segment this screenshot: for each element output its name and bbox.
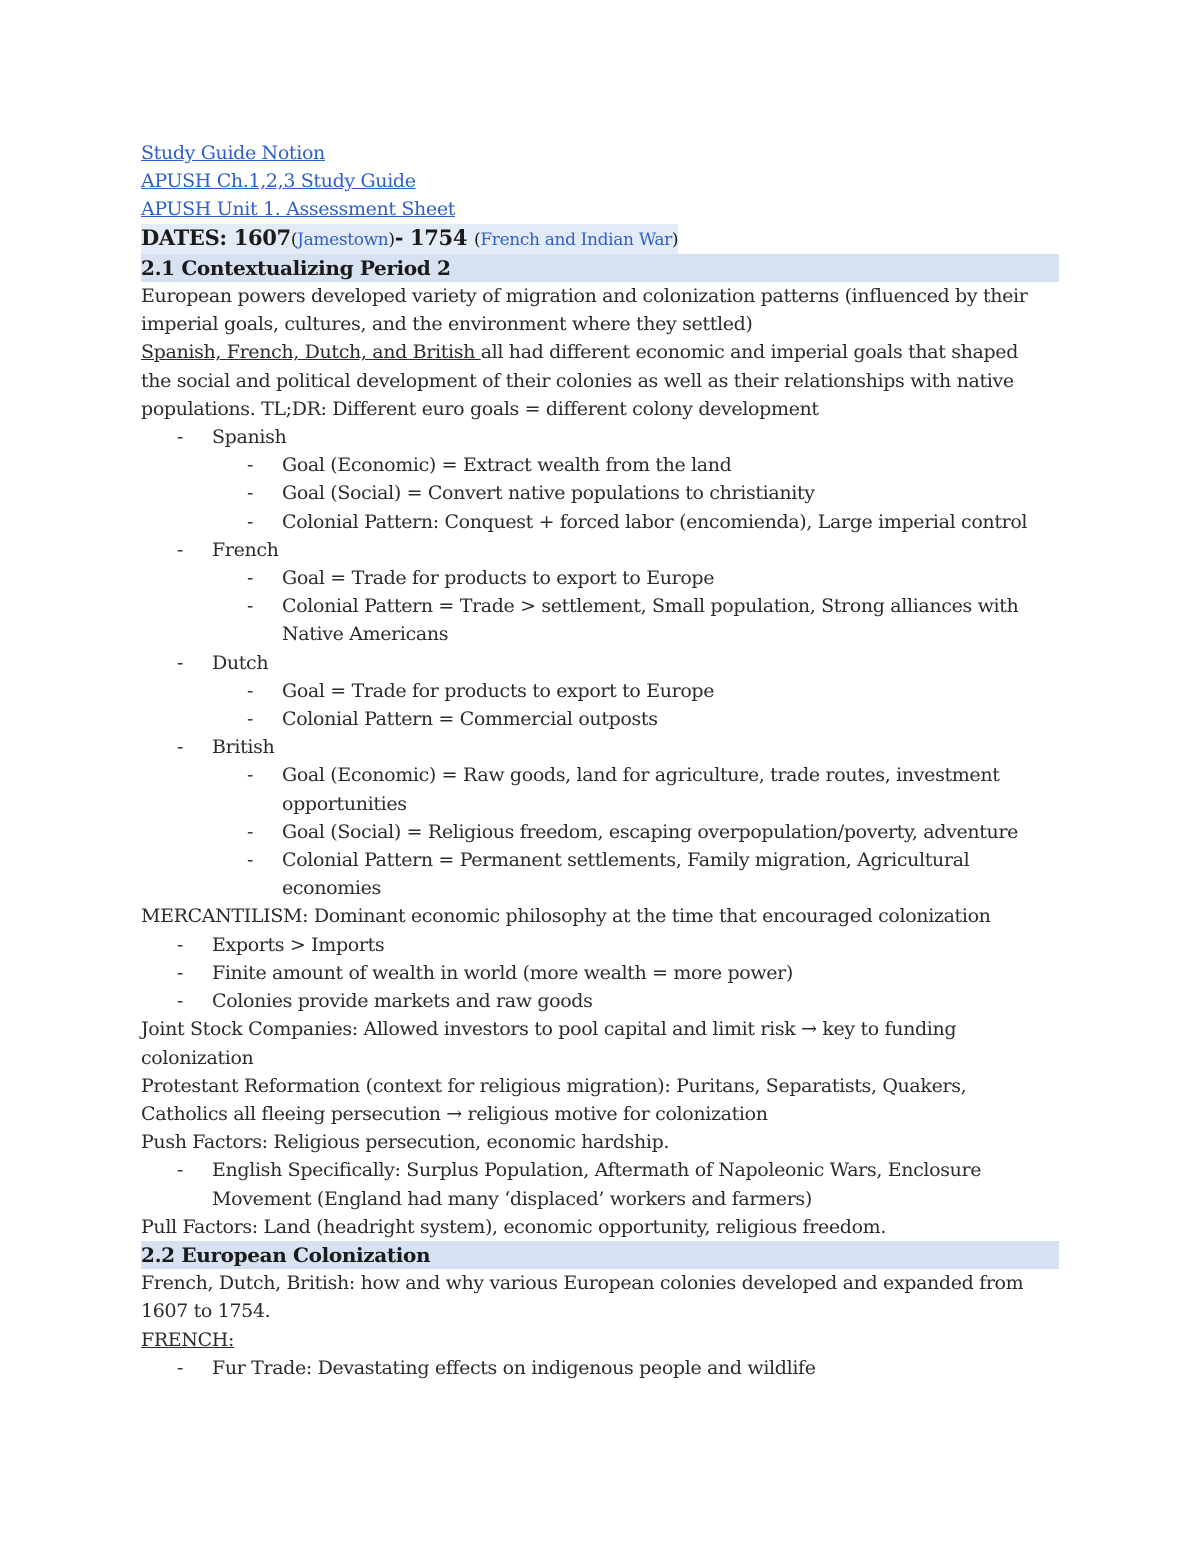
dash-bullet: - (177, 990, 184, 1013)
list-item-spanish: - Spanish (141, 423, 1059, 451)
link-study-guide-notion[interactable]: Study Guide Notion (141, 142, 325, 164)
link-apush-assessment-sheet[interactable]: APUSH Unit 1. Assessment Sheet (141, 198, 455, 221)
list-item: - Colonial Pattern = Trade > settlement, Small population, Strong alliances with (141, 592, 1059, 620)
dash-bullet: - (247, 708, 254, 731)
paragraph-line: Joint Stock Companies: Allowed investors to pool capital and limit risk → key to funding (141, 1018, 957, 1041)
list-item: - Exports > Imports (141, 931, 1059, 959)
dash-bullet: - (247, 482, 254, 505)
list-item: - Goal (Economic) = Raw goods, land for agriculture, trade routes, investment (141, 761, 1059, 789)
paragraph-line: imperial goals, cultures, and the environment where they settled) (141, 313, 753, 336)
paragraph-line: Spanish, French, Dutch, and British all had different economic and imperial goals that shaped (141, 341, 1019, 364)
dash-bullet: - (247, 820, 254, 843)
list-item-continuation: Native Americans (282, 623, 449, 646)
list-item-british: - British (141, 733, 1059, 761)
paragraph-line: colonization (141, 1046, 254, 1069)
paragraph-line: populations. TL;DR: Different euro goals = different colony development (141, 397, 819, 420)
paragraph-line: 1607 to 1754. (141, 1300, 271, 1323)
list-item: - Colonial Pattern = Commercial outposts (141, 705, 1059, 733)
dash-bullet: - (247, 764, 254, 787)
list-item: - Goal = Trade for products to export to Europe (141, 564, 1059, 592)
list-item: - Colonial Pattern = Permanent settlements, Family migration, Agricultural (141, 846, 1059, 874)
dash-bullet: - (177, 736, 184, 759)
dates-separator: - 1754 (394, 224, 475, 250)
mercantilism-line: MERCANTILISM: Dominant economic philosophy at the time that encouraged colonization (141, 905, 991, 928)
french-subheading: FRENCH: (141, 1328, 235, 1351)
list-item: - Goal (Social) = Religious freedom, escaping overpopulation/poverty, adventure (141, 818, 1059, 846)
dash-bullet: - (177, 1356, 184, 1379)
dash-bullet: - (247, 849, 254, 872)
list-item: - Finite amount of wealth in world (more wealth = more power) (141, 959, 1059, 987)
dash-bullet: - (177, 426, 184, 449)
dates-banner (141, 224, 678, 254)
list-item: - Goal (Economic) = Extract wealth from the land (141, 451, 1059, 479)
paragraph-line: Protestant Reformation (context for religious migration): Puritans, Separatists, Quakers, (141, 1074, 967, 1097)
dash-bullet: - (177, 651, 184, 674)
dash-bullet: - (247, 510, 254, 533)
list-item: - Colonial Pattern: Conquest + forced labor (encomienda), Large imperial control (141, 508, 1059, 536)
section-heading-2-2: 2.2 European Colonization (141, 1241, 1059, 1269)
dash-bullet: - (177, 538, 184, 561)
paragraph-line: French, Dutch, British: how and why various European colonies developed and expanded from (141, 1272, 1024, 1295)
dash-bullet: - (247, 567, 254, 590)
pull-factors-line: Pull Factors: Land (headright system), economic opportunity, religious freedom. (141, 1215, 887, 1238)
paragraph-line: Catholics all fleeing persecution → religious motive for colonization (141, 1102, 768, 1125)
link-apush-study-guide[interactable]: APUSH Ch.1,2,3 Study Guide (141, 170, 416, 193)
dash-bullet: - (177, 933, 184, 956)
list-item-continuation: economies (282, 877, 381, 900)
list-item-continuation: Movement (England had many ‘displaced’ workers and farmers) (212, 1187, 812, 1210)
list-item: - Fur Trade: Devastating effects on indigenous people and wildlife (141, 1354, 1059, 1382)
push-factors-line: Push Factors: Religious persecution, economic hardship. (141, 1131, 670, 1154)
dash-bullet: - (247, 595, 254, 618)
document-body (141, 139, 1059, 1382)
list-item: - Goal (Social) = Convert native populations to christianity (141, 479, 1059, 507)
list-item-french: - French (141, 536, 1059, 564)
paragraph-line: the social and political development of their colonies as well as their relationships with native (141, 369, 1014, 392)
list-item: - English Specifically: Surplus Population, Aftermath of Napoleonic Wars, Enclosure (141, 1156, 1059, 1184)
list-item: - Colonies provide markets and raw goods (141, 987, 1059, 1015)
section-heading-2-1: 2.1 Contextualizing Period 2 (141, 254, 1059, 282)
list-item-continuation: opportunities (282, 792, 407, 815)
dates-start-event: (Jamestown) (290, 229, 395, 250)
dates-end-event: (French and Indian War) (474, 229, 679, 250)
underlined-powers: Spanish, French, Dutch, and British (141, 341, 481, 364)
dash-bullet: - (177, 961, 184, 984)
paragraph-line: European powers developed variety of migration and colonization patterns (influenced by their (141, 285, 1028, 308)
dash-bullet: - (247, 454, 254, 477)
list-item: - Goal = Trade for products to export to Europe (141, 677, 1059, 705)
list-item-dutch: - Dutch (141, 649, 1059, 677)
dash-bullet: - (177, 1159, 184, 1182)
dash-bullet: - (247, 679, 254, 702)
dates-label: DATES: 1607 (141, 224, 291, 250)
